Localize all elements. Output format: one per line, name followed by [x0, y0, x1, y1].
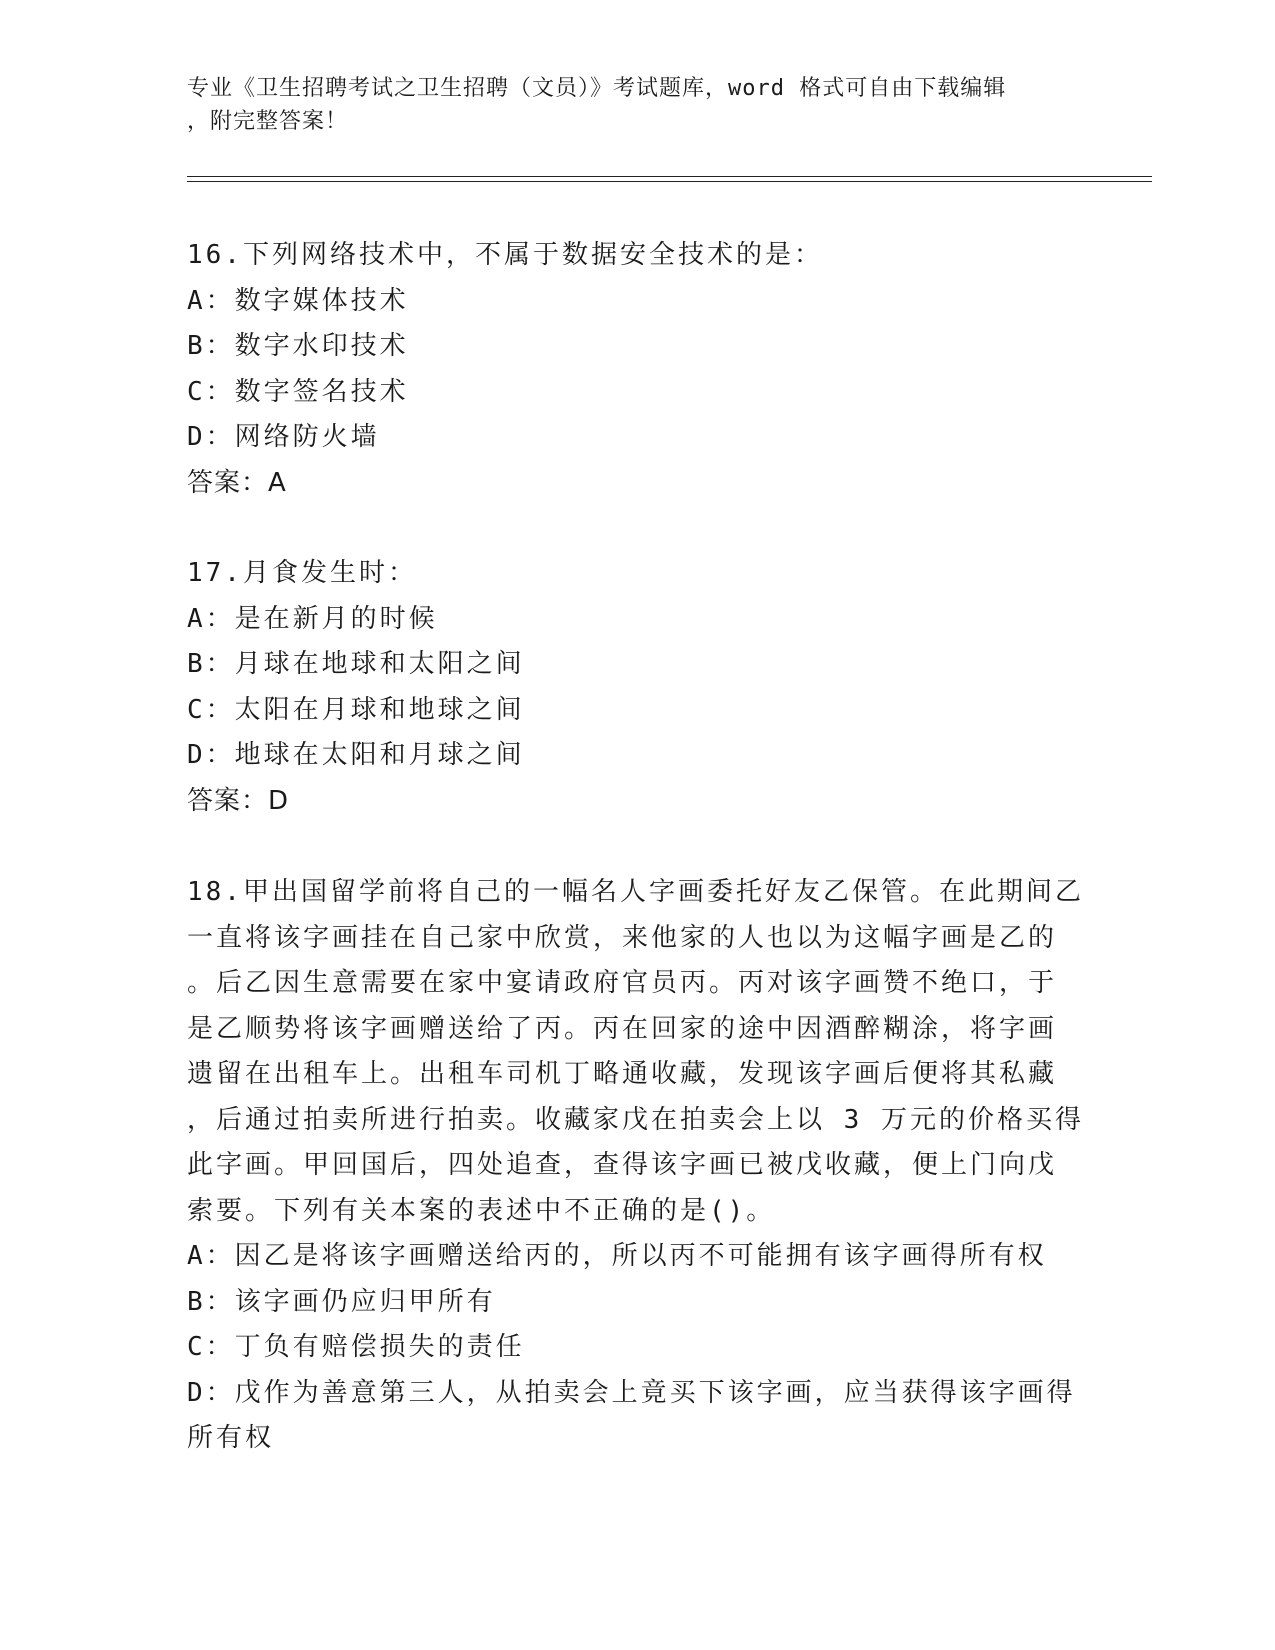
option-c: C：数字签名技术 [187, 376, 409, 407]
question-18 [187, 870, 1084, 1462]
question-stem-line: 一直将该字画挂在自己家中欣赏，来他家的人也以为这幅字画是乙的 [187, 922, 1058, 953]
option-d: D：戊作为善意第三人，从拍卖会上竟买下该字画，应当获得该字画得 [187, 1377, 1076, 1408]
question-stem: 17.月食发生时： [187, 558, 417, 588]
option-b: B：数字水印技术 [187, 331, 409, 361]
question-stem: 16.下列网络技术中，不属于数据安全技术的是： [187, 240, 823, 270]
option-b: B：月球在地球和太阳之间 [187, 649, 525, 679]
option-a: A：是在新月的时候 [187, 603, 438, 634]
header-line-1: 专业《卫生招聘考试之卫生招聘（文员）》考试题库，word 格式可自由下载编辑 [187, 76, 1007, 101]
question-stem-line: 索要。下列有关本案的表述中不正确的是()。 [187, 1195, 776, 1226]
question-stem-line: 此字画。甲回国后，四处追查，查得该字画已被戊收藏，便上门向戊 [187, 1150, 1058, 1180]
option-d-continuation: 所有权 [187, 1423, 275, 1453]
option-c: C：丁负有赔偿损失的责任 [187, 1332, 525, 1362]
question-stem-line: ，后通过拍卖所进行拍卖。收藏家戊在拍卖会上以 3 万元的价格买得 [187, 1104, 1084, 1135]
question-16 [187, 233, 1077, 506]
option-a: A：数字媒体技术 [187, 285, 409, 316]
question-17 [187, 551, 1077, 824]
answer-line: 答案：D [187, 785, 290, 816]
answer-line: 答案：A [187, 467, 287, 498]
option-d: D：地球在太阳和月球之间 [187, 740, 525, 770]
option-d: D：网络防火墙 [187, 422, 380, 452]
question-stem-line: 18.甲出国留学前将自己的一幅名人字画委托好友乙保管。在此期间乙 [187, 877, 1084, 907]
question-stem-line: 。后乙因生意需要在家中宴请政府官员丙。丙对该字画赞不绝口，于 [187, 968, 1058, 998]
option-b: B：该字画仍应归甲所有 [187, 1286, 496, 1317]
option-c: C：太阳在月球和地球之间 [187, 694, 525, 725]
option-a: A：因乙是将该字画赠送给丙的，所以丙不可能拥有该字画得所有权 [187, 1241, 1047, 1271]
header-divider-top [187, 176, 1152, 177]
question-stem-line: 遗留在出租车上。出租车司机丁略通收藏，发现该字画后便将其私藏 [187, 1059, 1058, 1089]
question-stem-line: 是乙顺势将该字画赠送给了丙。丙在回家的途中因酒醉糊涂，将字画 [187, 1013, 1058, 1044]
header-line-2: ，附完整答案！ [187, 109, 349, 134]
header-divider-bottom [187, 181, 1152, 182]
document-header [187, 72, 1087, 138]
